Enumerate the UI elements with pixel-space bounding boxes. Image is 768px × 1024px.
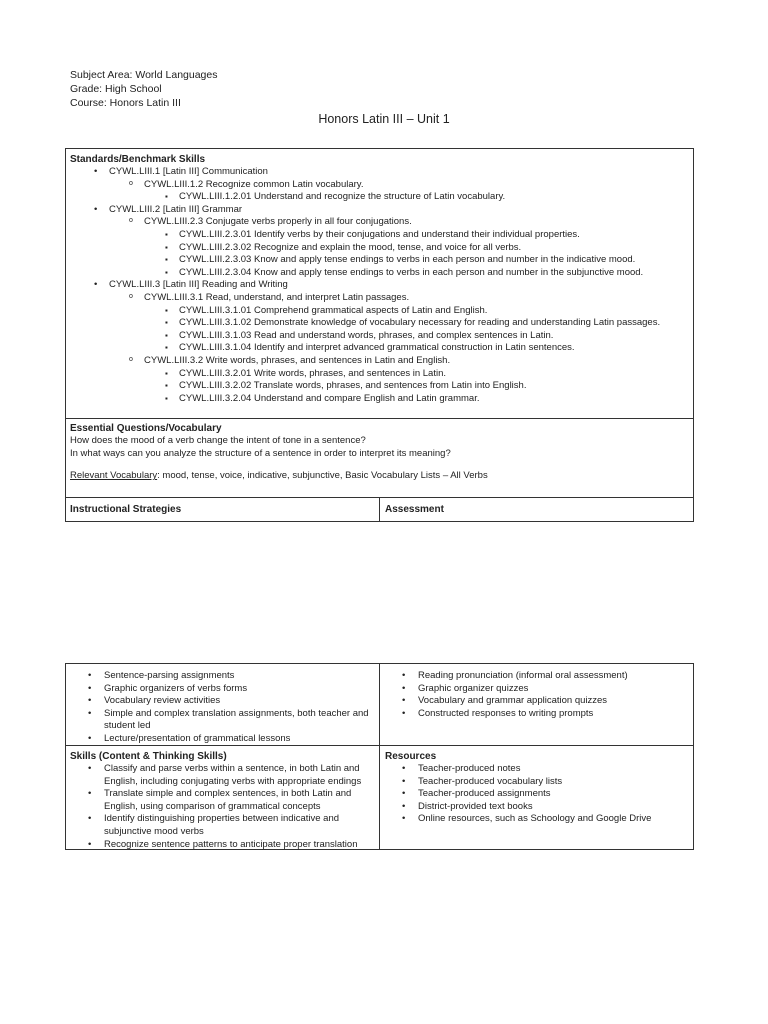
course-name: Course: Honors Latin III: [70, 97, 181, 109]
resource-item: • Teacher-produced assignments: [380, 788, 685, 801]
vocabulary-text: : mood, tense, voice, indicative, subjunctive, Basic Vocabulary Lists – All Verbs: [157, 470, 488, 482]
standard-item: ▪ CYWL.LIII.2.3.01 Identify verbs by their conjugations and understand their individual properties.: [70, 229, 689, 242]
standard-item: ▪ CYWL.LIII.3.1.02 Demonstrate knowledge of vocabulary necessary for reading and understanding Latin passages.: [70, 317, 689, 330]
grade-level: Grade: High School: [70, 83, 162, 95]
resources-heading: Resources: [385, 751, 437, 762]
subject-area: Subject Area: World Languages: [70, 69, 218, 81]
resource-item: • District-provided text books: [380, 801, 685, 814]
standard-item: ▪ CYWL.LIII.3.1.01 Comprehend grammatical aspects of Latin and English.: [70, 305, 689, 318]
standard-item: ▪ CYWL.LIII.1.2.01 Understand and recognize the structure of Latin vocabulary.: [70, 191, 689, 204]
assessment-heading: Assessment: [385, 504, 444, 515]
strategy-item: • Simple and complex translation assignments, both teacher and student led: [66, 708, 371, 733]
standard-item: ▪ CYWL.LIII.3.1.03 Read and understand words, phrases, and complex sentences in Latin.: [70, 330, 689, 343]
skill-item: • Identify distinguishing properties between indicative and subjunctive mood verbs: [66, 813, 370, 838]
skills-heading: Skills (Content & Thinking Skills): [70, 751, 227, 762]
assessment-header-cell: [385, 503, 685, 516]
relevant-vocabulary: [70, 470, 689, 483]
document-header: [70, 68, 218, 110]
assessments-list: [380, 670, 685, 720]
page-title: Honors Latin III – Unit 1: [318, 112, 450, 126]
strategies-header-cell: [70, 503, 370, 516]
standard-item: ▪ CYWL.LIII.2.3.04 Know and apply tense endings to verbs in each person and number in the subjunctive mood.: [70, 267, 689, 280]
resources-list: [380, 763, 685, 826]
column-divider: [379, 497, 380, 521]
standard-item: ▪ CYWL.LIII.3.2.01 Write words, phrases, and sentences in Latin.: [70, 368, 689, 381]
strategies-list: [66, 670, 371, 746]
row-divider: [66, 745, 693, 746]
strategies-heading: Instructional Strategies: [70, 504, 182, 515]
standard-sub: o CYWL.LIII.2.3 Conjugate verbs properly in all four conjugations.: [70, 216, 689, 229]
standard-item: ▪ CYWL.LIII.3.2.04 Understand and compare English and Latin grammar.: [70, 393, 689, 406]
standards-heading: Standards/Benchmark Skills: [70, 154, 206, 165]
essential-heading: Essential Questions/Vocabulary: [70, 423, 222, 434]
resources-cell: [385, 750, 685, 826]
standard-group: • CYWL.LIII.1 [Latin III] Communication: [70, 166, 689, 179]
strategy-item: • Vocabulary review activities: [66, 695, 371, 708]
standard-group: • CYWL.LIII.2 [Latin III] Grammar: [70, 204, 689, 217]
essential-questions-cell: [70, 422, 689, 483]
row-divider: [66, 418, 693, 419]
skills-list: [66, 763, 370, 851]
skill-item: • Classify and parse verbs within a sentence, in both Latin and English, including conjugating verbs with appropriate endings: [66, 763, 370, 788]
assessment-item: • Constructed responses to writing prompts: [380, 708, 685, 721]
strategy-item: • Lecture/presentation of grammatical lessons: [66, 733, 371, 746]
strategy-item: • Sentence-parsing assignments: [66, 670, 371, 683]
skill-item: • Recognize sentence patterns to anticipate proper translation: [66, 839, 370, 852]
resource-item: • Teacher-produced vocabulary lists: [380, 776, 685, 789]
standards-cell: [70, 153, 689, 405]
standard-sub: o CYWL.LIII.3.2 Write words, phrases, and sentences in Latin and English.: [70, 355, 689, 368]
standards-list: [70, 166, 689, 405]
standard-item: ▪ CYWL.LIII.3.1.04 Identify and interpret advanced grammatical construction in Latin sentences.: [70, 342, 689, 355]
essential-question: How does the mood of a verb change the intent of tone in a sentence?: [70, 435, 366, 446]
strategy-item: • Graphic organizers of verbs forms: [66, 683, 371, 696]
standard-item: ▪ CYWL.LIII.2.3.02 Recognize and explain the mood, tense, and voice for all verbs.: [70, 242, 689, 255]
standard-item: ▪ CYWL.LIII.3.2.02 Translate words, phrases, and sentences from Latin into English.: [70, 380, 689, 393]
assessment-item: • Graphic organizer quizzes: [380, 683, 685, 696]
essential-question: In what ways can you analyze the structure of a sentence in order to interpret its meaning?: [70, 447, 451, 459]
standard-sub: o CYWL.LIII.1.2 Recognize common Latin vocabulary.: [70, 179, 689, 192]
assessment-item: • Vocabulary and grammar application quizzes: [380, 695, 685, 708]
standard-group: • CYWL.LIII.3 [Latin III] Reading and Writing: [70, 279, 689, 292]
standard-sub: o CYWL.LIII.3.1 Read, understand, and interpret Latin passages.: [70, 292, 689, 305]
unit-table-top: [65, 148, 694, 522]
skill-item: • Translate simple and complex sentences, in both Latin and English, using comparison of grammatical concepts: [66, 788, 370, 813]
vocabulary-label: Relevant Vocabulary: [70, 470, 158, 482]
assessment-item: • Reading pronunciation (informal oral assessment): [380, 670, 685, 683]
skills-cell: [70, 750, 370, 851]
strategies-cell: [66, 670, 371, 746]
standard-item: ▪ CYWL.LIII.2.3.03 Know and apply tense endings to verbs in each person and number in the indicative mood.: [70, 254, 689, 267]
assessments-cell: [380, 670, 685, 720]
unit-table-bottom: [65, 663, 694, 850]
resource-item: • Teacher-produced notes: [380, 763, 685, 776]
resource-item: • Online resources, such as Schoology and Google Drive: [380, 813, 685, 826]
